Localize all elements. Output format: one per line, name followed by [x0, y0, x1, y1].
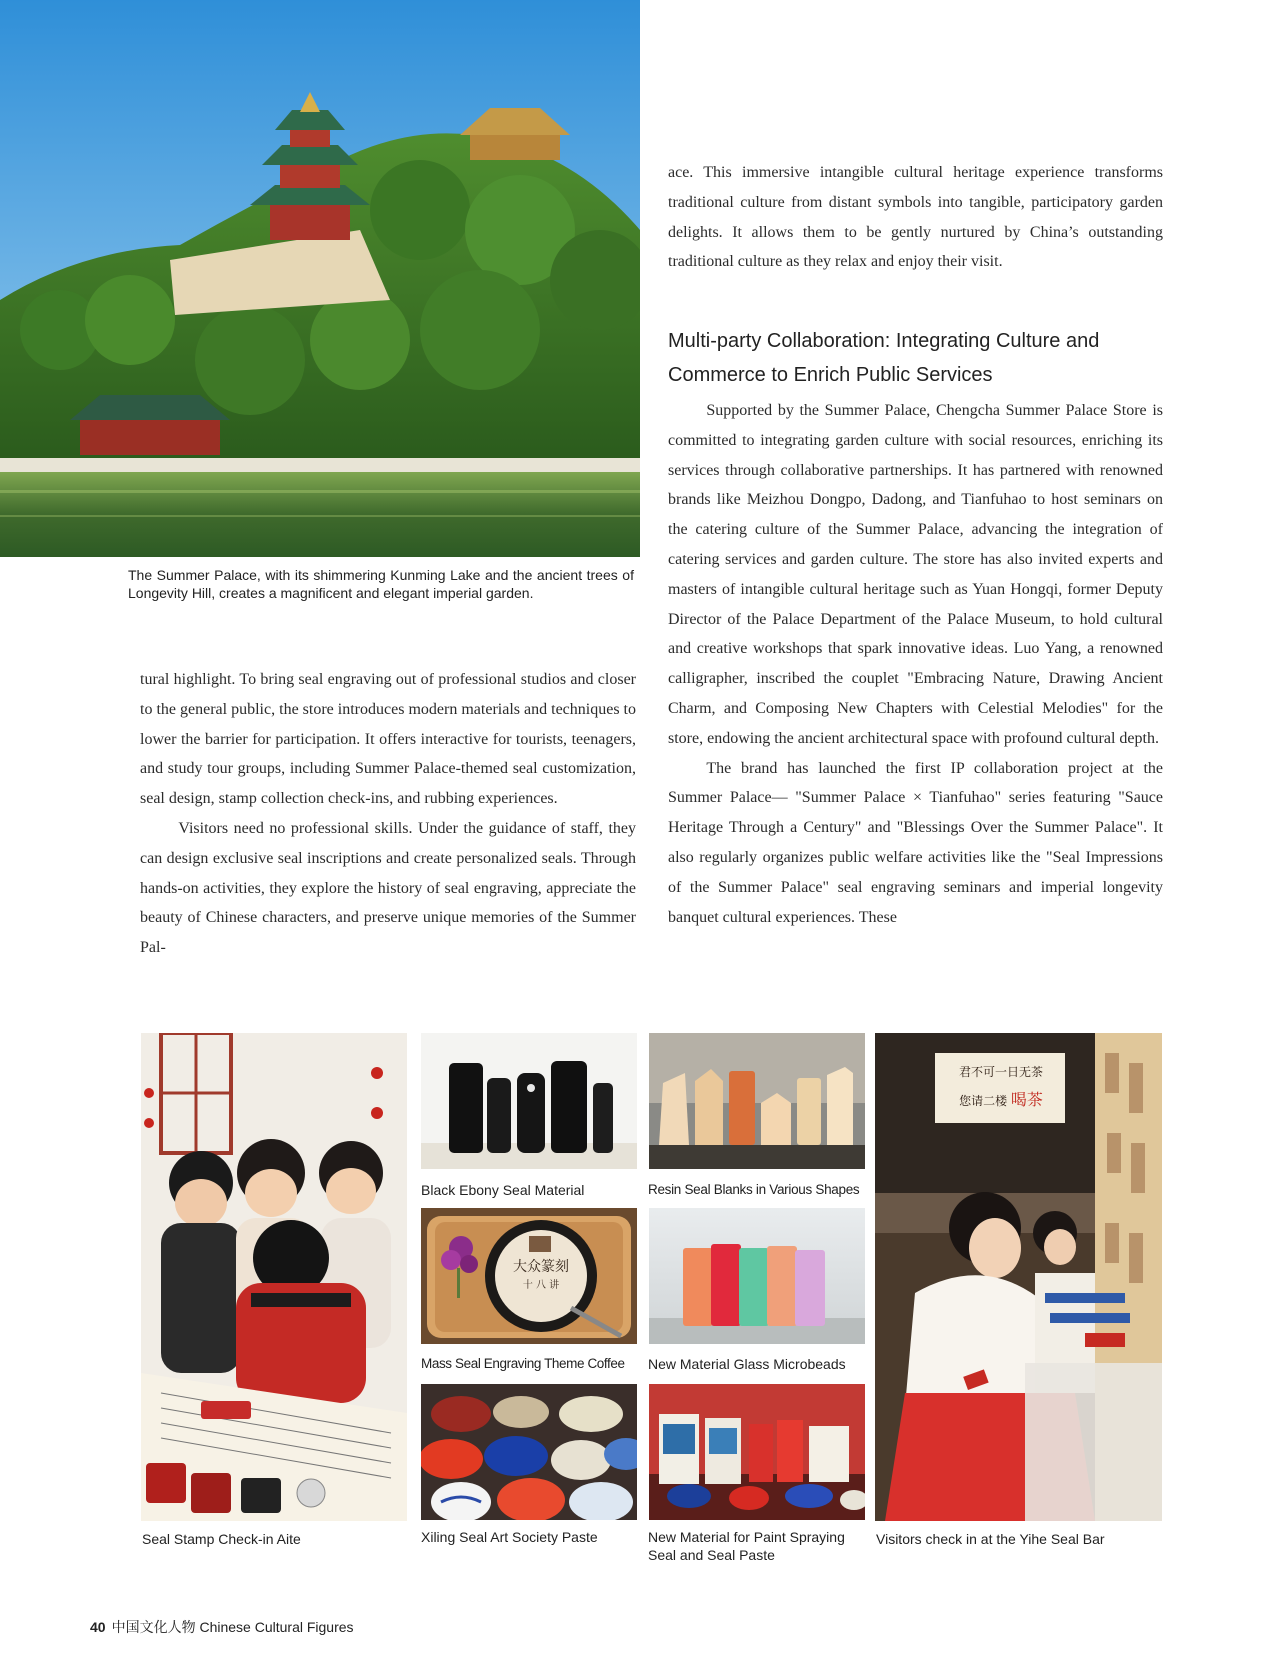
- left-paragraph-2: Visitors need no professional skills. Under the guidance of staff, they can design exclusive seal inscriptions and create personalized seals. Through hands-on activities, they explore the history of seal engraving, appreciate the beauty of Chinese characters, and preserve unique memories of the Summer Pal-: [140, 819, 636, 957]
- coffee-art-line2: 十 八 讲: [522, 1280, 560, 1291]
- caption-resin: Resin Seal Blanks in Various Shapes: [648, 1182, 860, 1197]
- photo-xiling-paste: [421, 1384, 637, 1520]
- photo-glass-microbeads: [649, 1208, 865, 1344]
- right-body: [668, 396, 1163, 932]
- photo-paint-spraying: [649, 1384, 865, 1520]
- photo-seal-bar-visitors: [875, 1033, 1162, 1521]
- caption-glass: New Material Glass Microbeads: [648, 1356, 846, 1372]
- caption-coffee: Mass Seal Engraving Theme Coffee: [421, 1356, 625, 1371]
- left-paragraph-1: tural highlight. To bring seal engraving out of professional studios and closer to the general public, the store introduces modern materials and techniques to lower the barrier for participation. It offers interactive for tourists, teenagers, and study tour groups, including Summer Palace-themed seal customization, seal design, stamp collection check-ins, and rubbing experiences.: [140, 671, 636, 808]
- right-intro-paragraph: [668, 158, 1163, 277]
- right-paragraph-2: The brand has launched the first IP collaboration project at the Summer Palace— "Summer Palace × Tianfuhao" series featuring "Sauce Heritage Through a Century" and "Blessings Over the Summer Palace". It also regularly organizes public welfare activities like the "Seal Impressions of the Summer Palace" seal engraving seminars and imperial longevity banquet cultural experiences. These: [668, 759, 1163, 926]
- photo-ebony-seals: [421, 1033, 637, 1169]
- sign-line2-text: 您请二楼: [959, 1094, 1008, 1108]
- hero-caption: The Summer Palace, with its shimmering Kunming Lake and the ancient trees of Longevity Hill, creates a magnificent and elegant imperial garden.: [128, 567, 634, 601]
- coffee-art-line1: 大众篆刻: [513, 1259, 569, 1275]
- sign-line2: [941, 1087, 1061, 1110]
- caption-visitors: Visitors check in at the Yihe Seal Bar: [876, 1531, 1105, 1547]
- photo-resin-blanks: [649, 1033, 865, 1169]
- right-paragraph-1: Supported by the Summer Palace, Chengcha Summer Palace Store is committed to integrating garden culture with social resources, enriching its services through collaborative partnerships. It has partnered with renowned brands like Meizhou Dongpo, Dadong, and Tianfuhao to host seminars on the catering culture of the Summer Palace, advancing the integration of catering services and garden culture. The store has also invited experts and masters of intangible cultural heritage such as Yuan Hongqi, former Deputy Director of the Palace Department of the Palace Museum, to hold cultural and creative workshops that spark innovative ideas. Luo Yang, a renowned calligrapher, inscribed the couplet "Embracing Nature, Drawing Ancient Charm, and Composing New Chapters with Celestial Melodies" for the store, endowing the ancient architectural space with profound cultural depth.: [668, 402, 1163, 747]
- left-body: [140, 665, 636, 963]
- caption-ebony: Black Ebony Seal Material: [421, 1182, 585, 1198]
- section-heading: Multi-party Collaboration: Integrating Culture and Commerce to Enrich Public Services: [668, 330, 1100, 386]
- page-footer: [90, 1617, 354, 1637]
- publication-name: 中国文化人物 Chinese Cultural Figures: [111, 1619, 354, 1635]
- photo-theme-coffee: [421, 1208, 637, 1344]
- caption-children: Seal Stamp Check-in Aite: [142, 1531, 301, 1547]
- hero-photo-summer-palace: [0, 0, 640, 557]
- caption-xiling: Xiling Seal Art Society Paste: [421, 1529, 598, 1545]
- photo-children-stamping: [141, 1033, 407, 1521]
- intro-paragraph-text: ace. This immersive intangible cultural heritage experience transforms traditional culture from distant symbols into tangible, participatory garden delights. It allows them to be gently nurtured by China’s outstanding traditional culture as they relax and enjoy their visit.: [668, 164, 1163, 271]
- sign-line3-text: 喝茶: [1010, 1090, 1043, 1109]
- caption-paint: New Material for Paint Spraying Seal and Seal Paste: [648, 1529, 845, 1563]
- sign-line1: 君不可一日无茶: [958, 1065, 1043, 1079]
- page-number: 40: [90, 1619, 106, 1635]
